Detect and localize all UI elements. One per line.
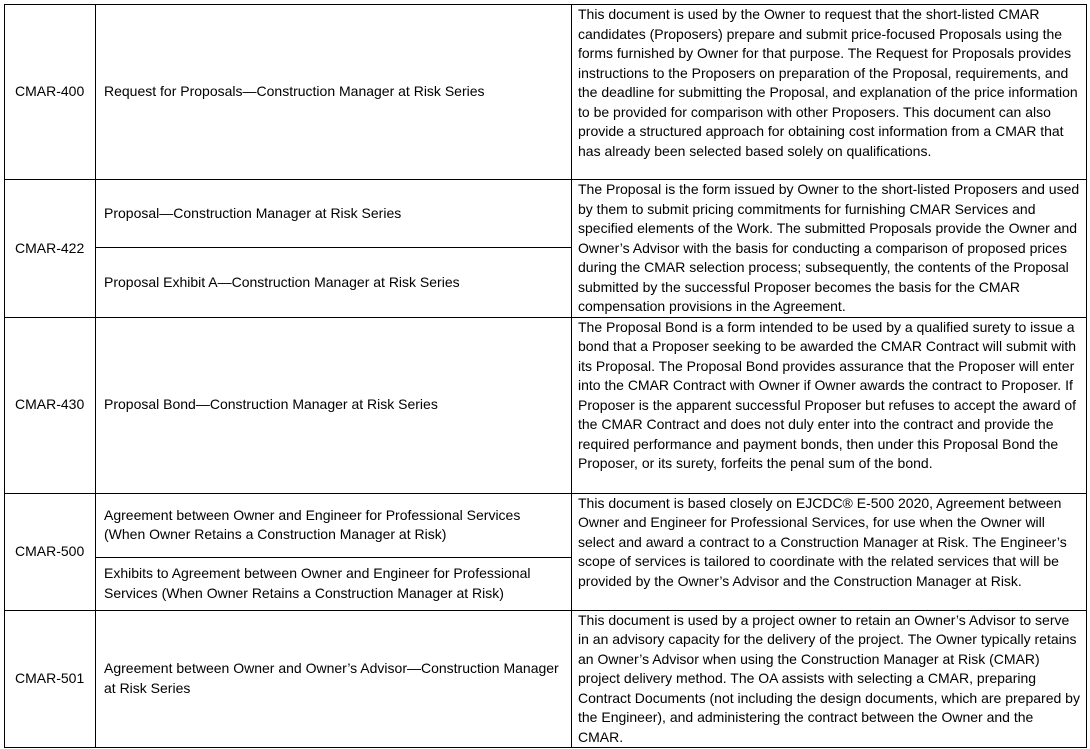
table-row <box>5 180 1087 248</box>
document-description: This document is used by the Owner to request that the short-listed CMAR candidates (Proposers) prepare and submit price-focused Proposals using the forms furnished by Owner for that purpose. The Request for Proposals provides instructions to the Proposers on preparation of the Proposal, requirements, and the deadline for submitting the Proposal, and explanation of the price information to be provided for comparison with other Proposers. This document can also provide a structured approach for obtaining cost information from a CMAR that has already been selected based solely on qualifications. <box>572 5 1087 180</box>
document-description: The Proposal Bond is a form intended to be used by a qualified surety to issue a bond that a Proposer seeking to be awarded the CMAR Contract will submit with its Proposal. The Proposal Bond provides assurance that the Proposer will enter into the CMAR Contract with Owner if Owner awards the contract to Proposer. If Proposer is the apparent successful Proposer but refuses to accept the award of the CMAR Contract and does not duly enter into the contract and provide the required performance and payment bonds, then under this Proposal Bond the Proposer, or its surety, forfeits the penal sum of the bond. <box>572 317 1087 493</box>
document-title: Exhibits to Agreement between Owner and Engineer for Professional Services (When Owner Retains a Construction Manager at Risk) <box>96 557 572 610</box>
table-row <box>5 610 1087 748</box>
document-code: CMAR-400 <box>5 5 96 180</box>
table-row <box>5 317 1087 493</box>
document-code: CMAR-430 <box>5 317 96 493</box>
document-title: Proposal Exhibit A—Construction Manager at Risk Series <box>96 248 572 317</box>
document-title: Request for Proposals—Construction Manager at Risk Series <box>96 5 572 180</box>
document-code: CMAR-501 <box>5 610 96 748</box>
document-description: This document is based closely on EJCDC® E-500 2020, Agreement between Owner and Engineer for Professional Services, for use when the Owner will select and award a contract to a Construction Manager at Risk. The Engineer’s scope of services is tailored to coordinate with the related services that will be provided by the Owner’s Advisor and the Construction Manager at Risk. <box>572 493 1087 610</box>
document-title: Proposal Bond—Construction Manager at Risk Series <box>96 317 572 493</box>
table-row <box>5 5 1087 180</box>
document-title: Agreement between Owner and Owner’s Advisor—Construction Manager at Risk Series <box>96 610 572 748</box>
document-code: CMAR-500 <box>5 493 96 610</box>
document-title: Proposal—Construction Manager at Risk Series <box>96 180 572 248</box>
table-row <box>5 493 1087 557</box>
document-code: CMAR-422 <box>5 180 96 318</box>
document-series-table <box>4 4 1087 748</box>
document-description: The Proposal is the form issued by Owner to the short-listed Proposers and used by them to submit pricing commitments for furnishing CMAR Services and specified elements of the Work. The submitted Proposals provide the Owner and Owner’s Advisor with the basis for conducting a comparison of proposed prices during the CMAR selection process; subsequently, the contents of the Proposal submitted by the successful Proposer becomes the basis for the CMAR compensation provisions in the Agreement. <box>572 180 1087 318</box>
document-description: This document is used by a project owner to retain an Owner’s Advisor to serve in an advisory capacity for the delivery of the project. The Owner typically retains an Owner’s Advisor when using the Construction Manager at Risk (CMAR) project delivery method. The OA assists with selecting a CMAR, preparing Contract Documents (not including the design documents, which are prepared by the Engineer), and administering the contract between the Owner and the CMAR. <box>572 610 1087 748</box>
document-title: Agreement between Owner and Engineer for Professional Services (When Owner Retains a Construction Manager at Risk) <box>96 493 572 557</box>
